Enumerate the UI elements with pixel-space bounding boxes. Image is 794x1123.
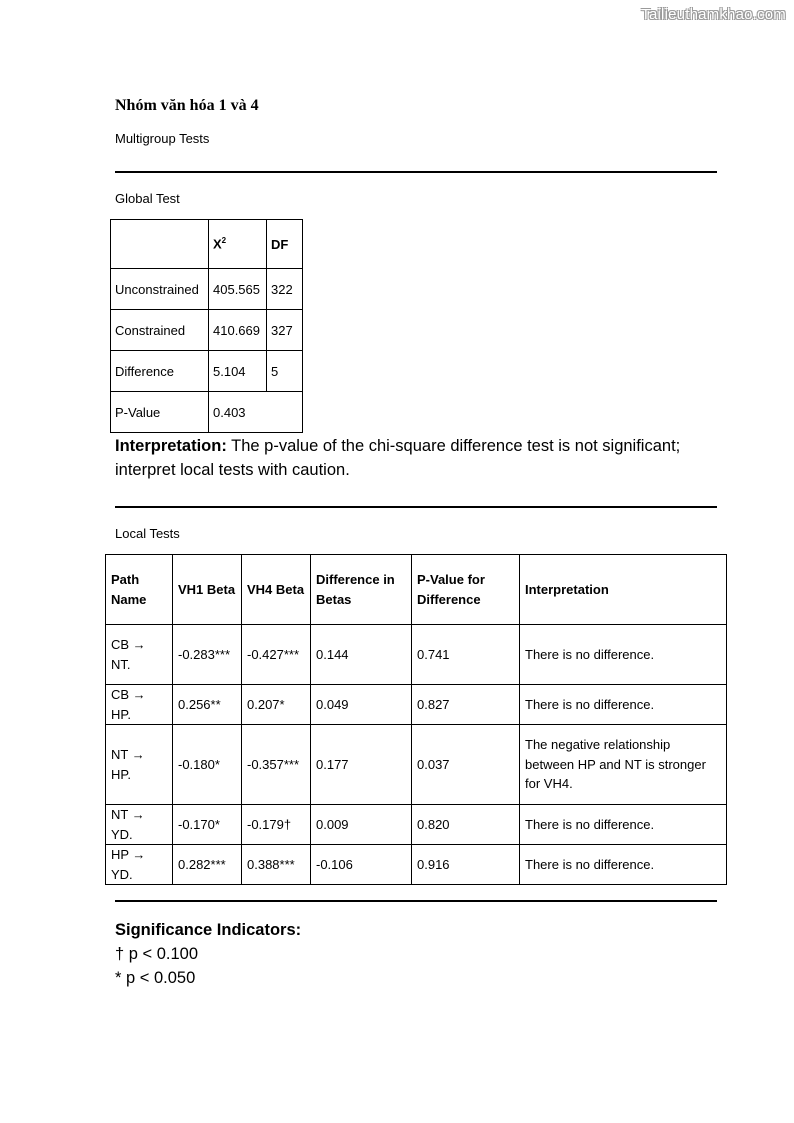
significance-item: † p < 0.100 xyxy=(115,945,199,963)
row-label: Constrained xyxy=(111,310,209,351)
pvalue-value: 0.827 xyxy=(412,685,520,725)
path-name: NT → HP. xyxy=(106,725,173,805)
path-name: CB → HP. xyxy=(106,685,173,725)
page-title: Nhóm văn hóa 1 và 4 xyxy=(115,97,259,114)
table-header-row xyxy=(106,555,727,625)
divider xyxy=(115,900,717,902)
interpretation-paragraph xyxy=(115,434,717,482)
difference-value: 0.144 xyxy=(311,625,412,685)
pvalue-value: 0.916 xyxy=(412,845,520,885)
df-value: 327 xyxy=(267,310,303,351)
pvalue-value: 0.037 xyxy=(412,725,520,805)
table-row xyxy=(106,845,727,885)
vh1-beta: -0.180* xyxy=(173,725,242,805)
table-row xyxy=(106,685,727,725)
global-test-label: Global Test xyxy=(115,191,180,206)
header-cell-df: DF xyxy=(267,220,303,269)
header-path-name: Path Name xyxy=(106,555,173,625)
significance-item: * p < 0.050 xyxy=(115,969,196,987)
watermark: Tailieuthamkhao.com xyxy=(641,6,786,23)
table-row xyxy=(111,392,303,433)
chi-square-value: 410.669 xyxy=(209,310,267,351)
row-label: Difference xyxy=(111,351,209,392)
table-row xyxy=(111,351,303,392)
df-value: 5 xyxy=(267,351,303,392)
table-row xyxy=(106,625,727,685)
interpretation-text: The p-value of the chi-square difference test is not significant; interpret local tests with caution. xyxy=(115,437,681,479)
difference-value: 0.177 xyxy=(311,725,412,805)
path-name: CB → NT. xyxy=(106,625,173,685)
vh4-beta: -0.427*** xyxy=(242,625,311,685)
interpretation-cell: There is no difference. xyxy=(520,685,727,725)
vh1-beta: -0.283*** xyxy=(173,625,242,685)
vh1-beta: 0.256** xyxy=(173,685,242,725)
subtitle: Multigroup Tests xyxy=(115,131,210,146)
table-row xyxy=(111,310,303,351)
row-label: Unconstrained xyxy=(111,269,209,310)
vh4-beta: 0.388*** xyxy=(242,845,311,885)
header-vh1-beta: VH1 Beta xyxy=(173,555,242,625)
significance-indicators xyxy=(115,918,301,990)
table-row xyxy=(106,725,727,805)
header-cell-empty xyxy=(111,220,209,269)
local-tests-table xyxy=(105,554,727,885)
vh4-beta: 0.207* xyxy=(242,685,311,725)
vh4-beta: -0.179† xyxy=(242,805,311,845)
divider xyxy=(115,506,717,508)
path-name: NT → YD. xyxy=(106,805,173,845)
pvalue-value: 0.820 xyxy=(412,805,520,845)
chi-square-value: 5.104 xyxy=(209,351,267,392)
divider xyxy=(115,171,717,173)
vh1-beta: -0.170* xyxy=(173,805,242,845)
chi-square-value: 405.565 xyxy=(209,269,267,310)
table-header-row xyxy=(111,220,303,269)
significance-title: Significance Indicators: xyxy=(115,921,302,939)
local-tests-label: Local Tests xyxy=(115,526,180,541)
difference-value: 0.049 xyxy=(311,685,412,725)
interpretation-cell: There is no difference. xyxy=(520,805,727,845)
table-row xyxy=(106,805,727,845)
global-test-table xyxy=(110,219,303,433)
header-difference: Difference in Betas xyxy=(311,555,412,625)
pvalue-value: 0.403 xyxy=(209,392,303,433)
difference-value: 0.009 xyxy=(311,805,412,845)
pvalue-value: 0.741 xyxy=(412,625,520,685)
difference-value: -0.106 xyxy=(311,845,412,885)
interpretation-cell: The negative relationship between HP and NT is stronger for VH4. xyxy=(520,725,727,805)
header-interpretation: Interpretation xyxy=(520,555,727,625)
row-label: P-Value xyxy=(111,392,209,433)
df-value: 322 xyxy=(267,269,303,310)
header-cell-chi-square: $X^2$ xyxy=(209,220,267,269)
table-row xyxy=(111,269,303,310)
header-pvalue: P-Value for Difference xyxy=(412,555,520,625)
vh4-beta: -0.357*** xyxy=(242,725,311,805)
path-name: HP → YD. xyxy=(106,845,173,885)
vh1-beta: 0.282*** xyxy=(173,845,242,885)
header-vh4-beta: VH4 Beta xyxy=(242,555,311,625)
interpretation-label: Interpretation: xyxy=(115,437,227,455)
interpretation-cell: There is no difference. xyxy=(520,845,727,885)
interpretation-cell: There is no difference. xyxy=(520,625,727,685)
